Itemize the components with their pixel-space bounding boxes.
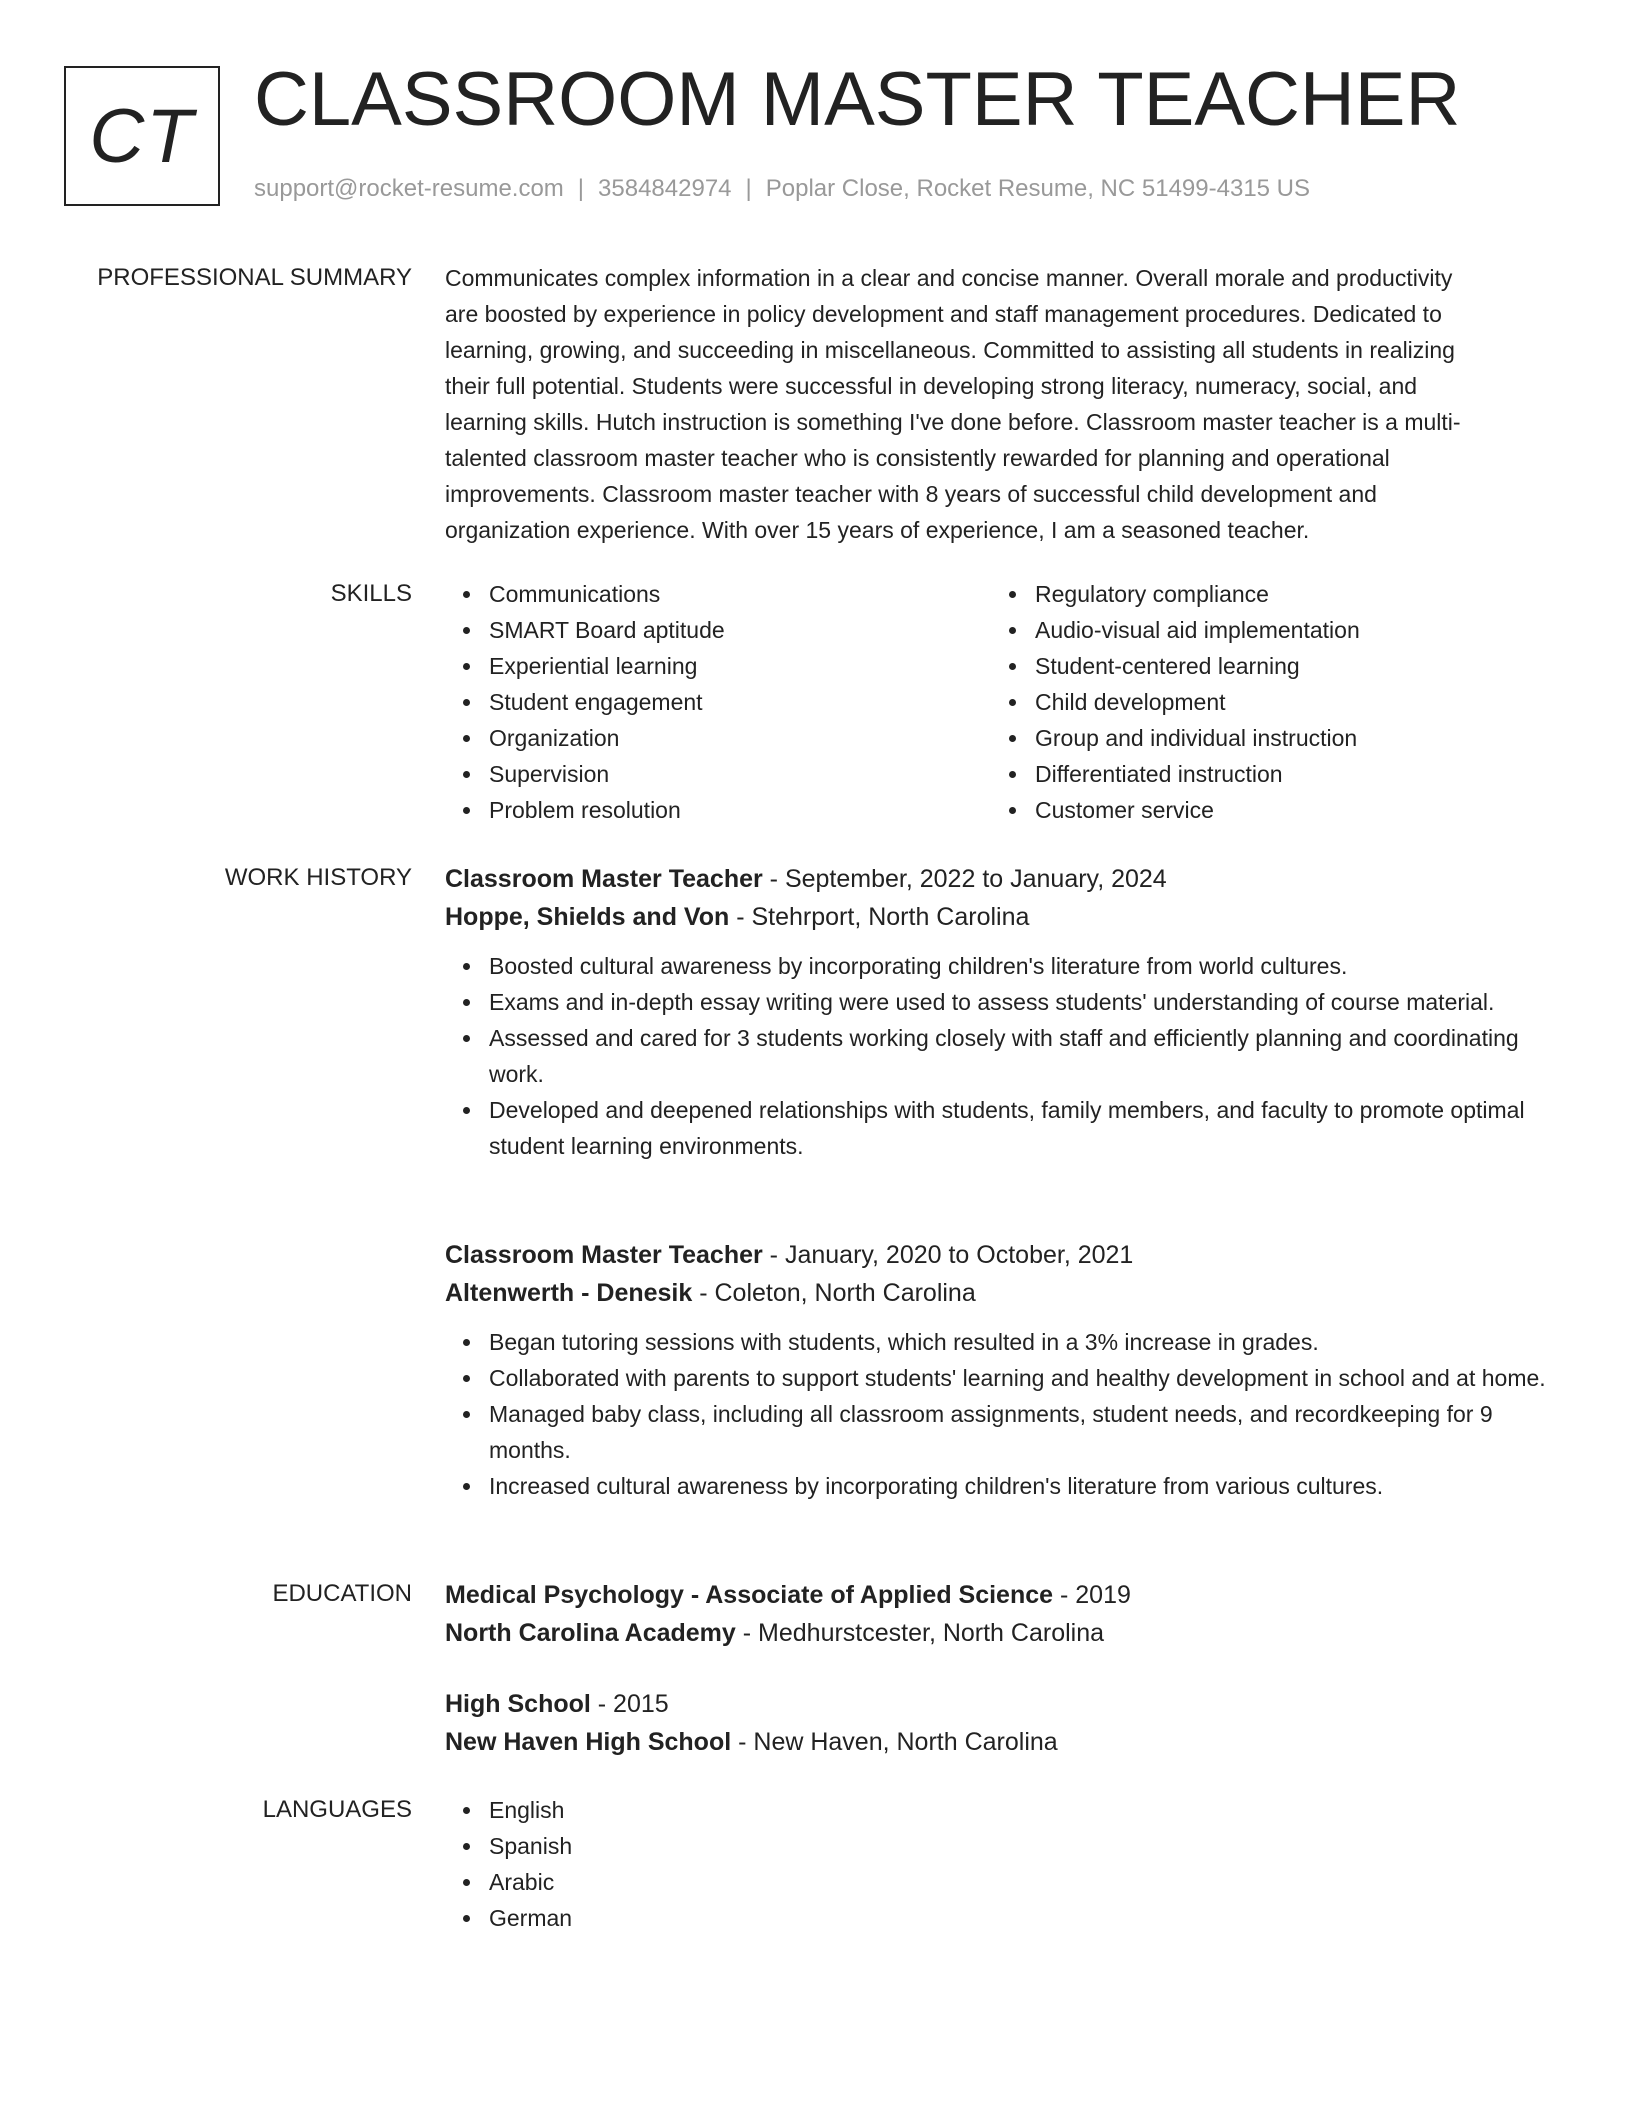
job-role: Classroom Master Teacher xyxy=(445,1241,763,1269)
languages-list xyxy=(445,1792,1555,1936)
education-list xyxy=(445,1576,1555,1761)
summary-line: talented classroom master teacher who is consistently rewarded for planning and operational xyxy=(445,445,1390,471)
summary-line: learning, growing, and succeeding in miscellaneous. Committed to assisting all students in realizing xyxy=(445,337,1455,363)
job-dates: - January, 2020 to October, 2021 xyxy=(762,1241,1134,1269)
job-entry xyxy=(445,860,1555,1164)
section-title-work: WORK HISTORY xyxy=(224,864,412,891)
section-title-languages: LANGUAGES xyxy=(262,1796,412,1823)
education-year: - 2015 xyxy=(590,1690,669,1718)
summary-line: organization experience. With over 15 years of experience, I am a seasoned teacher. xyxy=(445,517,1310,543)
job-company-line xyxy=(445,898,1555,936)
contact-separator: | xyxy=(577,175,585,202)
summary-line: improvements. Classroom master teacher with 8 years of successful child development and xyxy=(445,481,1377,507)
job-company-line xyxy=(445,1274,1555,1312)
job-company: Altenwerth - Denesik xyxy=(445,1279,693,1307)
contact-phone[interactable]: 3584842974 xyxy=(598,175,732,202)
monogram-logo: CT xyxy=(64,66,220,206)
contact-email[interactable]: support@rocket-resume.com xyxy=(254,175,564,202)
job-bullet: Began tutoring sessions with students, which resulted in a 3% increase in grades. xyxy=(445,1324,1555,1360)
language-item: Spanish xyxy=(445,1828,1555,1864)
job-bullets xyxy=(445,1324,1555,1504)
language-item: English xyxy=(445,1792,1555,1828)
skill-item: Regulatory compliance xyxy=(991,576,1537,612)
education-location: - New Haven, North Carolina xyxy=(731,1728,1058,1756)
job-title-line xyxy=(445,1236,1555,1274)
skill-item: Customer service xyxy=(991,792,1537,828)
job-dates: - September, 2022 to January, 2024 xyxy=(762,865,1167,893)
section-title-skills: SKILLS xyxy=(330,580,412,607)
job-bullet: Developed and deepened relationships with students, family members, and faculty to promote optimal student learning environments. xyxy=(445,1092,1555,1164)
job-bullet: Managed baby class, including all classroom assignments, student needs, and recordkeeping for 9 months. xyxy=(445,1396,1555,1468)
contact-line xyxy=(254,175,1310,203)
skill-item: Audio-visual aid implementation xyxy=(991,612,1537,648)
skill-item: Group and individual instruction xyxy=(991,720,1537,756)
education-year: - 2019 xyxy=(1053,1581,1131,1609)
job-location: - Coleton, North Carolina xyxy=(692,1279,976,1307)
job-bullet: Assessed and cared for 3 students working closely with staff and efficiently planning and coordinating work. xyxy=(445,1020,1555,1092)
resume-name: CLASSROOM MASTER TEACHER xyxy=(254,57,1461,142)
skill-item: Supervision xyxy=(445,756,991,792)
job-bullet: Collaborated with parents to support students' learning and healthy development in school and at home. xyxy=(445,1360,1555,1396)
job-bullet: Boosted cultural awareness by incorporating children's literature from world cultures. xyxy=(445,948,1555,984)
skills-column-right xyxy=(991,576,1537,828)
section-title-summary: PROFESSIONAL SUMMARY xyxy=(97,264,412,291)
summary-line: Communicates complex information in a clear and concise manner. Overall morale and productivity xyxy=(445,265,1453,291)
education-school-line xyxy=(445,1723,1555,1761)
language-item: Arabic xyxy=(445,1864,1555,1900)
skill-item: SMART Board aptitude xyxy=(445,612,991,648)
job-bullet: Increased cultural awareness by incorporating children's literature from various cultures. xyxy=(445,1468,1555,1504)
skill-item: Experiential learning xyxy=(445,648,991,684)
skill-item: Student-centered learning xyxy=(991,648,1537,684)
skill-item: Communications xyxy=(445,576,991,612)
education-degree: High School xyxy=(445,1690,591,1718)
job-bullet: Exams and in-depth essay writing were used to assess students' understanding of course material. xyxy=(445,984,1555,1020)
job-entry xyxy=(445,1236,1555,1504)
job-bullets xyxy=(445,948,1555,1164)
skill-item: Student engagement xyxy=(445,684,991,720)
skill-item: Child development xyxy=(991,684,1537,720)
job-company: Hoppe, Shields and Von xyxy=(445,903,730,931)
education-school: New Haven High School xyxy=(445,1728,732,1756)
skill-item: Problem resolution xyxy=(445,792,991,828)
section-title-education: EDUCATION xyxy=(272,1580,412,1607)
education-degree: Medical Psychology - Associate of Applied Science xyxy=(445,1581,1054,1609)
language-item: German xyxy=(445,1900,1555,1936)
education-degree-line xyxy=(445,1576,1555,1614)
summary-line: learning skills. Hutch instruction is something I've done before. Classroom master teacher is a multi- xyxy=(445,409,1461,435)
skills-list xyxy=(445,576,1555,828)
skills-column-left xyxy=(445,576,991,828)
skill-item: Differentiated instruction xyxy=(991,756,1537,792)
summary-line: their full potential. Students were successful in developing strong literacy, numeracy, social, and xyxy=(445,373,1418,399)
summary-body xyxy=(445,260,1555,548)
education-location: - Medhurstcester, North Carolina xyxy=(735,1619,1105,1647)
contact-separator: | xyxy=(745,175,752,202)
contact-address: Poplar Close, Rocket Resume, NC 51499-4315 US xyxy=(765,175,1311,202)
education-school: North Carolina Academy xyxy=(445,1619,736,1647)
education-degree-line xyxy=(445,1685,1555,1723)
skill-item: Organization xyxy=(445,720,991,756)
summary-line: are boosted by experience in policy development and staff management procedures. Dedicated to xyxy=(445,301,1442,327)
job-location: - Stehrport, North Carolina xyxy=(729,903,1030,931)
job-title-line xyxy=(445,860,1555,898)
job-role: Classroom Master Teacher xyxy=(445,865,763,893)
education-school-line xyxy=(445,1614,1555,1652)
